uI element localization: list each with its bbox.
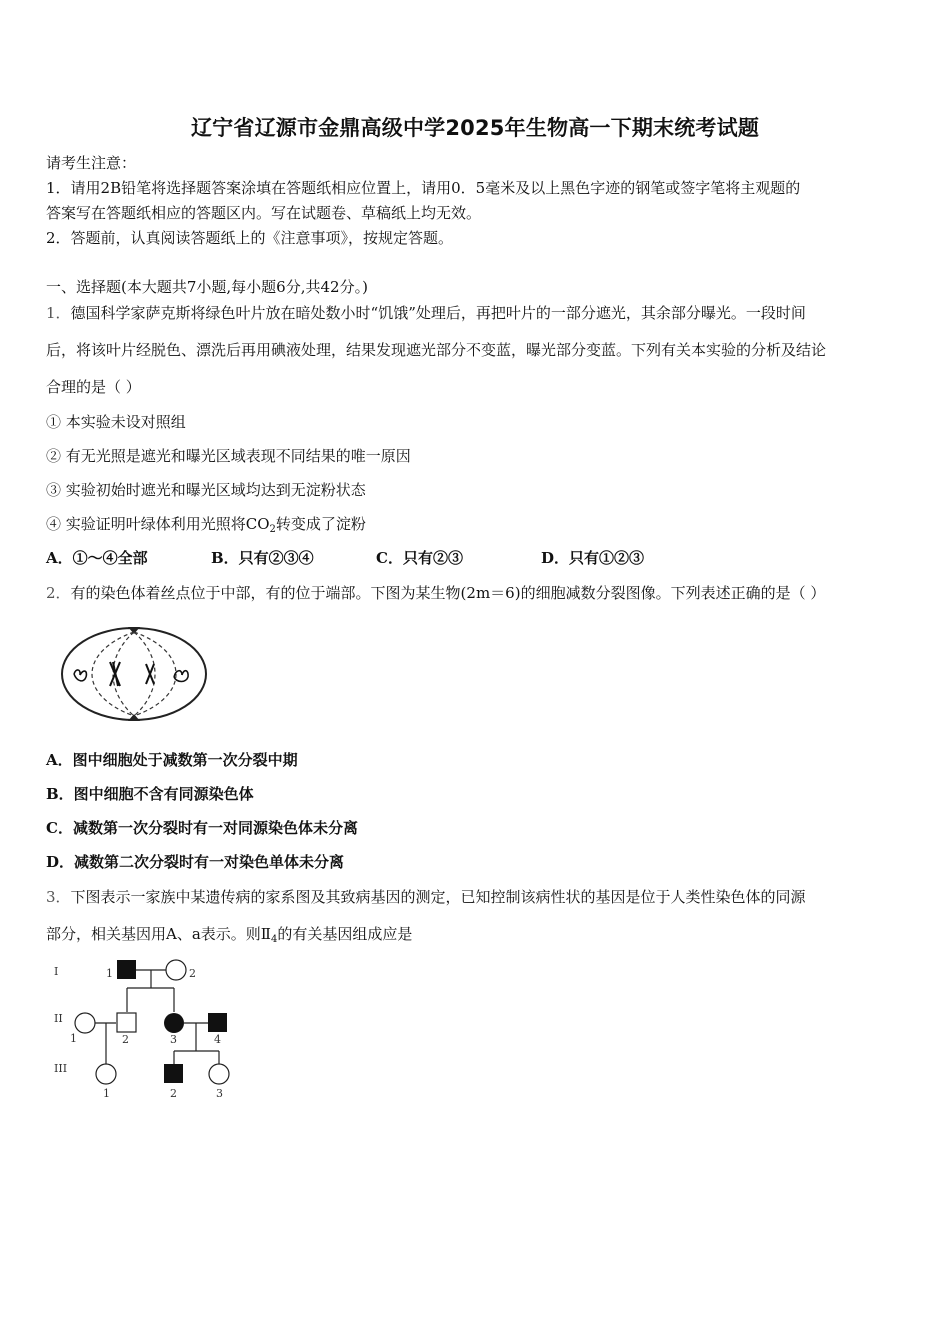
question-3-line-2 [46, 923, 916, 945]
chromosome-left [74, 670, 86, 681]
spindle-fiber-3 [134, 632, 155, 716]
pedigree-lines [95, 970, 219, 1064]
question-1-statement-1: ① 本实验未设对照组 [46, 413, 186, 431]
pedigree-chart [46, 954, 246, 1104]
question-2-option-d[interactable] [46, 851, 916, 872]
pedigree-i1-number: 1 [106, 967, 113, 980]
question-2-option-c-text: C．减数第一次分裂时有一对同源染色体未分离 [46, 819, 358, 837]
spindle-fiber-4 [134, 632, 176, 716]
notice-item-2: 2．答题前，认真阅读答题纸上的《注意事项》，按规定答题。 [46, 229, 454, 247]
pedigree-ii2-male [117, 1013, 136, 1032]
cell-division-figure [58, 622, 210, 726]
cell-membrane [62, 628, 206, 720]
question-1-line-2: 后，将该叶片经脱色、漂洗后再用碘液处理，结果发现遮光部分不变蓝，曝光部分变蓝。下列有关本实验的分析及结论 [46, 341, 827, 359]
chromosome-center-right [146, 664, 154, 684]
question-1-option-c[interactable]: C．只有②③ [376, 549, 463, 567]
spindle-pole-top [128, 627, 140, 634]
question-2-number: 2． [46, 584, 71, 602]
pedigree-ii3-affected-female [164, 1013, 184, 1033]
notice-item-1-line-1: 1．请用2B铅笔将选择题答案涂填在答题纸相应位置上，请用0．5毫米及以上黑色字迹的钢笔或签字笔将主观题的 [46, 179, 801, 197]
question-2-text: 有的染色体着丝点位于中部，有的位于端部。下图为某生物(2m＝6)的细胞减数分裂图像。下列表述正确的是（ ） [70, 584, 826, 602]
pedigree-iii2-affected-male [164, 1064, 183, 1083]
question-1-text-1: 德国科学家萨克斯将绿色叶片放在暗处数小时“饥饿”处理后，再把叶片的一部分遮光，其余部分曝光。一段时间 [70, 304, 806, 322]
pedigree-iii3-female [209, 1064, 229, 1084]
notice-heading: 请考生注意： [46, 154, 137, 172]
pedigree-i2-number: 2 [189, 967, 196, 980]
question-1-number: 1． [46, 304, 71, 322]
pedigree-iii1-number: 1 [103, 1087, 110, 1100]
pedigree-ii1-female [75, 1013, 95, 1033]
pedigree-i1-affected-male [117, 960, 136, 979]
question-1-option-b[interactable]: B．只有②③④ [211, 549, 314, 567]
pedigree-ii4-affected-male [208, 1013, 227, 1032]
notice-item-1-line-2: 答案写在答题纸相应的答题区内。写在试题卷、草稿纸上均无效。 [46, 204, 482, 222]
question-3-line-1 [46, 886, 916, 907]
pedigree-gen-2-label: II [54, 1012, 63, 1025]
question-3-text-2b: 的有关基因组成应是 [277, 925, 413, 943]
question-1-statement-3: ③ 实验初始时遮光和曝光区域均达到无淀粉状态 [46, 481, 366, 499]
question-1-statement-4 [46, 513, 916, 535]
question-1-statement-2: ② 有无光照是遮光和曝光区域表现不同结果的唯一原因 [46, 447, 411, 465]
question-2-option-d-text: D．减数第二次分裂时有一对染色单体未分离 [46, 853, 345, 871]
question-3-subscript: 4 [270, 934, 278, 945]
statement-4-text-a: ④ 实验证明叶绿体利用光照将CO [46, 515, 270, 533]
pedigree-iii1-female [96, 1064, 116, 1084]
question-3-text-1: 下图表示一家族中某遗传病的家系图及其致病基因的测定，已知控制该病性状的基因是位于人类性染色体的同源 [70, 888, 806, 906]
question-1-options [46, 547, 916, 568]
section-heading: 一、选择题(本大题共7小题,每小题6分,共42分。) [46, 278, 368, 296]
question-2-option-b-text: B．图中细胞不含有同源染色体 [46, 785, 254, 803]
question-1-line-1 [46, 302, 916, 323]
question-1-option-d[interactable]: D．只有①②③ [541, 549, 645, 567]
question-2-option-b[interactable] [46, 783, 916, 804]
pedigree-ii2-number: 2 [122, 1033, 129, 1046]
question-2-option-a-text: A．图中细胞处于减数第一次分裂中期 [46, 751, 298, 769]
statement-4-text-b: 转变成了淀粉 [275, 515, 366, 533]
pedigree-ii3-number: 3 [170, 1033, 177, 1046]
pedigree-i2-female [166, 960, 186, 980]
question-2-option-c[interactable] [46, 817, 916, 838]
pedigree-gen-1-label: I [54, 965, 59, 978]
question-1-option-a[interactable]: A．①～④全部 [46, 549, 148, 567]
question-3-text-2a: 部分，相关基因用A、a表示。则Ⅱ [46, 925, 271, 943]
pedigree-gen-3-label: III [54, 1062, 68, 1075]
page-title: 辽宁省辽源市金鼎高级中学2025年生物高一下期末统考试题 [190, 116, 760, 140]
question-1-line-3: 合理的是（ ） [46, 378, 141, 396]
question-2-option-a[interactable] [46, 749, 916, 770]
spindle-fiber-1 [92, 632, 134, 716]
pedigree-iii2-number: 2 [170, 1087, 177, 1100]
question-3-number: 3． [46, 888, 71, 906]
pedigree-iii3-number: 3 [216, 1087, 223, 1100]
statement-4-subscript: 2 [269, 524, 276, 535]
pedigree-ii4-number: 4 [214, 1033, 221, 1046]
question-2-stem [46, 582, 916, 603]
chromosome-center-left [110, 662, 120, 686]
pedigree-ii1-number: 1 [70, 1032, 77, 1045]
